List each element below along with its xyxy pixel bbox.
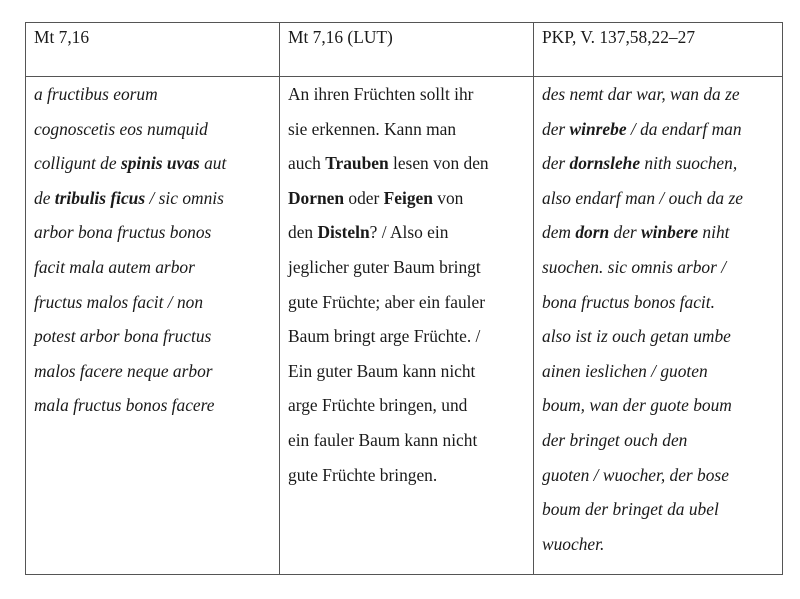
text-segment: der bringet ouch den: [542, 429, 688, 450]
text-segment: sie erkennen. Kann man: [288, 118, 457, 139]
text-line: [542, 250, 782, 285]
text-segment: boum der bringet da ubel: [542, 499, 719, 520]
bold-term: dorn: [575, 222, 610, 243]
text-line: [542, 181, 782, 216]
text-segment: a fructibus eorum: [34, 84, 158, 104]
text-line: [34, 146, 279, 181]
text-segment: / sic omnis: [145, 187, 224, 208]
text-segment: ? / Also ein: [369, 222, 449, 243]
text-segment: lesen von den: [388, 153, 489, 174]
text-line: [288, 215, 533, 250]
bold-term: Feigen: [383, 187, 433, 208]
text-segment: arbor bona fructus bonos: [34, 222, 212, 243]
text-segment: colligunt de: [34, 153, 121, 174]
text-line: [542, 112, 782, 147]
text-line: [34, 215, 279, 250]
text-segment: bona fructus bonos facit.: [542, 291, 715, 312]
text-line: [542, 146, 782, 181]
text-segment: den: [288, 222, 318, 243]
vulgate-text-cell: [26, 77, 280, 575]
text-segment: auch: [288, 153, 326, 174]
text-segment: der: [542, 118, 570, 139]
text-line: [34, 388, 279, 423]
text-line: [288, 388, 533, 423]
text-line: [542, 423, 782, 458]
header-cell-luther: Mt 7,16 (LUT): [280, 23, 534, 77]
bold-term: winrebe: [569, 118, 627, 139]
text-line: [542, 215, 782, 250]
text-segment: cognoscetis eos numquid: [34, 118, 208, 139]
bold-term: tribulis ficus: [54, 187, 146, 208]
text-line: [542, 77, 782, 112]
text-line: [288, 354, 533, 389]
luther-text-cell: [280, 77, 534, 575]
text-segment: guoten / wuocher, der bose: [542, 464, 729, 485]
text-segment: der: [609, 222, 642, 243]
text-segment: facit mala autem arbor: [34, 256, 195, 277]
header-row: [26, 23, 783, 77]
text-line: [288, 458, 533, 493]
text-line: [34, 250, 279, 285]
header-cell-vulgate: Mt 7,16: [26, 23, 280, 77]
text-segment: also ist iz ouch getan umbe: [542, 326, 731, 347]
header-cell-pkp: PKP, V. 137,58,22–27: [534, 23, 783, 77]
bold-term: Trauben: [325, 153, 389, 174]
text-segment: de: [34, 187, 55, 208]
text-segment: der: [542, 153, 570, 174]
text-segment: jeglicher guter Baum bringt: [288, 256, 481, 277]
text-line: [288, 146, 533, 181]
text-line: [542, 458, 782, 493]
text-line: [34, 319, 279, 354]
text-segment: aut: [199, 153, 227, 174]
text-line: [34, 181, 279, 216]
pkp-text-cell: [534, 77, 783, 575]
text-segment: mala fructus bonos facere: [34, 395, 215, 416]
text-segment: oder: [344, 187, 384, 208]
text-segment: gute Früchte bringen.: [288, 464, 438, 485]
text-row: [26, 77, 783, 575]
bold-term: Dornen: [288, 187, 345, 208]
text-segment: Baum bringt arge Früchte. /: [288, 326, 481, 347]
text-segment: fructus malos facit / non: [34, 291, 204, 312]
text-segment: ainen ieslichen / guoten: [542, 360, 708, 381]
text-line: [34, 77, 279, 112]
text-segment: niht: [698, 222, 730, 243]
text-segment: gute Früchte; aber ein fauler: [288, 291, 486, 312]
text-line: [288, 319, 533, 354]
text-segment: / da endarf man: [626, 118, 742, 139]
text-segment: An ihren Früchten sollt ihr: [288, 84, 474, 104]
text-line: [34, 285, 279, 320]
text-segment: dem: [542, 222, 576, 243]
synopsis-table: [25, 22, 783, 575]
text-segment: von: [432, 187, 464, 208]
text-line: [542, 492, 782, 527]
text-line: [542, 319, 782, 354]
text-segment: nith suochen,: [640, 153, 738, 174]
text-line: [34, 354, 279, 389]
text-line: [288, 181, 533, 216]
text-segment: potest arbor bona fructus: [34, 326, 212, 347]
text-line: [542, 388, 782, 423]
text-segment: boum, wan der guote boum: [542, 395, 732, 416]
text-segment: also endarf man / ouch da ze: [542, 187, 743, 208]
text-line: [34, 112, 279, 147]
text-line: [288, 285, 533, 320]
text-segment: ein fauler Baum kann nicht: [288, 429, 478, 450]
text-line: [288, 77, 533, 112]
text-segment: wuocher.: [542, 533, 605, 554]
bold-term: winbere: [641, 222, 699, 243]
text-line: [288, 423, 533, 458]
text-segment: Ein guter Baum kann nicht: [288, 360, 476, 381]
text-line: [542, 285, 782, 320]
text-segment: arge Früchte bringen, und: [288, 395, 468, 416]
bold-term: dornslehe: [569, 153, 641, 174]
text-line: [288, 250, 533, 285]
text-segment: malos facere neque arbor: [34, 360, 213, 381]
text-line: [542, 527, 782, 562]
text-line: [288, 112, 533, 147]
text-segment: suochen. sic omnis arbor /: [542, 256, 727, 277]
bold-term: Disteln: [317, 222, 370, 243]
text-line: [542, 354, 782, 389]
bold-term: spinis uvas: [120, 153, 200, 174]
text-segment: des nemt dar war, wan da ze: [542, 84, 740, 104]
